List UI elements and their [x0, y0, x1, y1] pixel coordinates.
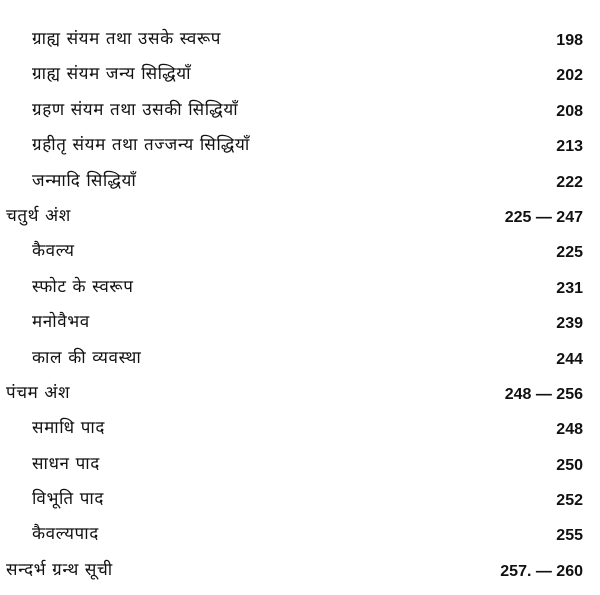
toc-entry-title: विभूति पाद: [32, 489, 104, 510]
toc-entry-page: 244: [556, 350, 583, 368]
toc-entry: [0, 411, 600, 446]
toc-entry-title: साधन पाद: [32, 453, 100, 474]
toc-entry-title: ग्राह्य संयम तथा उसके स्वरूप: [32, 29, 222, 49]
toc-section-page-range: 225 — 247: [504, 208, 583, 226]
toc-entry-page: 213: [556, 138, 583, 156]
toc-section-title: पंचम अंश: [6, 382, 71, 403]
toc-section-title: चतुर्थ अंश: [6, 205, 71, 226]
toc-entry-title: ग्रहीतृ संयम तथा तज्जन्य सिद्धियाँ: [32, 135, 250, 156]
toc-section-page-range: 257. — 260: [500, 562, 583, 580]
toc-entry: [0, 57, 600, 92]
toc-entry: [0, 234, 600, 269]
toc-entry-title: जन्मादि सिद्धियाँ: [32, 170, 137, 191]
toc-entry-title: मनोवैभव: [32, 312, 90, 333]
toc-entry-page: 252: [556, 492, 583, 510]
toc-section-page-range: 248 — 256: [504, 385, 583, 403]
toc-entry-title: कैवल्य: [32, 241, 75, 262]
toc-entry-page: 198: [556, 32, 583, 49]
toc-entry-page: 239: [556, 315, 583, 333]
toc-entry-title: कैवल्यपाद: [32, 524, 99, 545]
toc-entry-page: 255: [556, 527, 583, 545]
toc-section-title: सन्दर्भ ग्रन्थ सूची: [6, 559, 113, 580]
toc-entry: [0, 305, 600, 340]
toc-entry-page: 202: [556, 67, 583, 85]
toc-entry-title: स्फोट के स्वरूप: [32, 276, 134, 297]
toc-entry: [0, 482, 600, 517]
toc-entry-title: समाधि पाद: [32, 418, 106, 439]
toc-entry: [0, 128, 600, 163]
toc-entry: [0, 447, 600, 482]
toc-entry: [0, 164, 600, 199]
toc-entry: [0, 270, 600, 305]
toc-entry-page: 231: [556, 279, 583, 297]
toc-entry-title: ग्रहण संयम तथा उसकी सिद्धियाँ: [32, 99, 239, 120]
toc-entry-title: ग्राह्य संयम जन्य सिद्धियाँ: [32, 64, 192, 85]
toc-entry-page: 208: [556, 102, 583, 120]
toc-entry-page: 248: [556, 421, 583, 439]
toc-entry: [0, 93, 600, 128]
table-of-contents: [0, 22, 600, 588]
toc-section-heading: [0, 553, 600, 588]
toc-entry: [0, 341, 600, 376]
toc-section-heading: [0, 199, 600, 234]
toc-section-heading: [0, 376, 600, 411]
toc-entry: [0, 22, 600, 57]
toc-entry-page: 225: [556, 244, 583, 262]
toc-entry-title: काल की व्यवस्था: [32, 347, 142, 368]
toc-entry-page: 250: [556, 456, 583, 474]
toc-entry: [0, 517, 600, 552]
toc-entry-page: 222: [556, 173, 583, 191]
